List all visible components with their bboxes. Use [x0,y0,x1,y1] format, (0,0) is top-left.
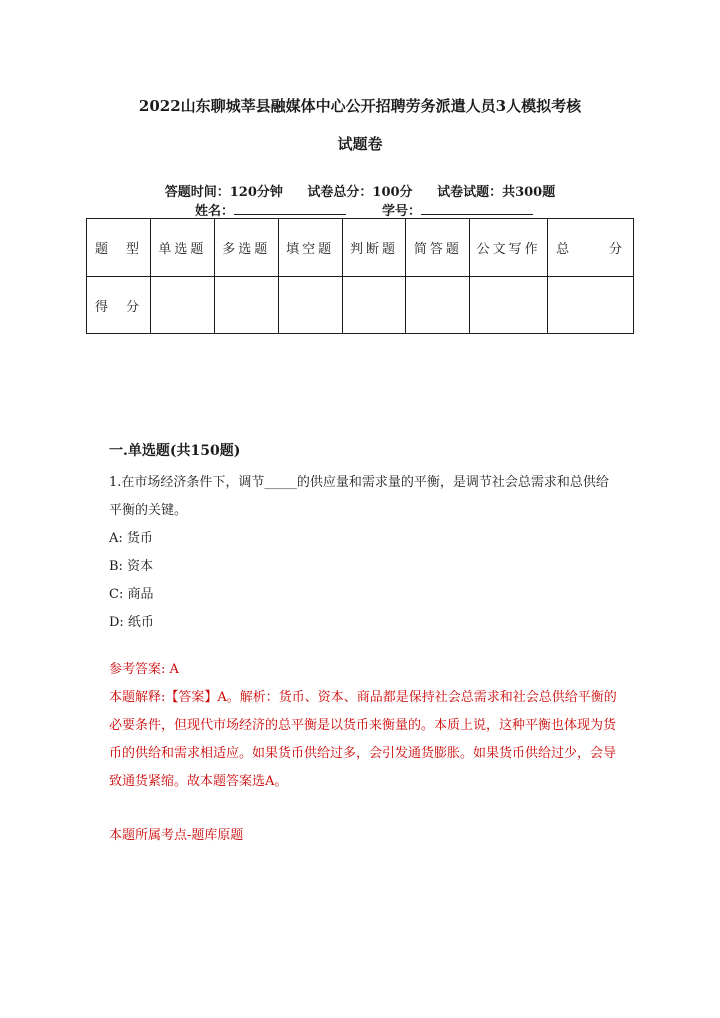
score-cell[interactable] [342,277,406,334]
reference-answer: 参考答案: A [109,662,179,677]
type-fill-blank: 填空题 [278,219,342,277]
student-id-label: 学号： [382,204,422,219]
exam-time: 答题时间：120分钟 [164,185,283,200]
score-cell[interactable] [548,277,634,334]
type-true-false: 判断题 [342,219,406,277]
name-label: 姓名： [195,204,235,219]
score-table-score-row [87,277,634,334]
page-title-line-2: 试题卷 [337,135,383,153]
type-total-cell: 总 分 [548,219,634,277]
page-title-line-1: 2022山东聊城莘县融媒体中心公开招聘劳务派遣人员3人模拟考核 [138,97,582,115]
option-b: B: 资本 [109,559,154,574]
question-text: 1.在市场经济条件下，调节_____的供应量和需求量的平衡，是调节社会总需求和总供给平衡的关键。 [109,475,609,518]
type-official-writing: 公文写作 [470,219,548,277]
knowledge-point: 本题所属考点-题库原题 [109,828,244,843]
score-cell[interactable] [406,277,470,334]
student-info [195,200,533,219]
score-header-cell: 得 分 [87,277,151,334]
score-cell[interactable] [470,277,548,334]
exam-question-count: 试卷试题：共300题 [437,185,556,200]
type-single-choice: 单选题 [150,219,214,277]
score-cell[interactable] [214,277,278,334]
exam-total-score: 试卷总分：100分 [307,185,413,200]
name-field[interactable] [234,202,346,215]
score-table [86,218,634,334]
section-title: 一.单选题(共150题) [109,443,241,459]
type-multiple-choice: 多选题 [214,219,278,277]
student-id-field[interactable] [421,202,533,215]
option-c: C: 商品 [109,587,154,602]
score-cell[interactable] [278,277,342,334]
option-a: A: 货币 [109,531,153,546]
option-d: D: 纸币 [109,615,154,630]
answer-block [109,656,619,796]
score-table-type-row [87,219,634,277]
type-short-answer: 简答题 [406,219,470,277]
score-cell[interactable] [150,277,214,334]
type-header-cell: 题 型 [87,219,151,277]
exam-info [0,181,720,200]
question-content [109,437,619,863]
answer-explanation: 本题解释:【答案】A。解析：货币、资本、商品都是保持社会总需求和社会总供给平衡的必要条件，但现代市场经济的总平衡是以货币来衡量的。本质上说，这种平衡也体现为货币的供给和需求相适应。如果货币供给过多，会引发通货膨胀。如果货币供给过少，会导致通货紧缩。故本题答案选A。 [109,690,617,789]
